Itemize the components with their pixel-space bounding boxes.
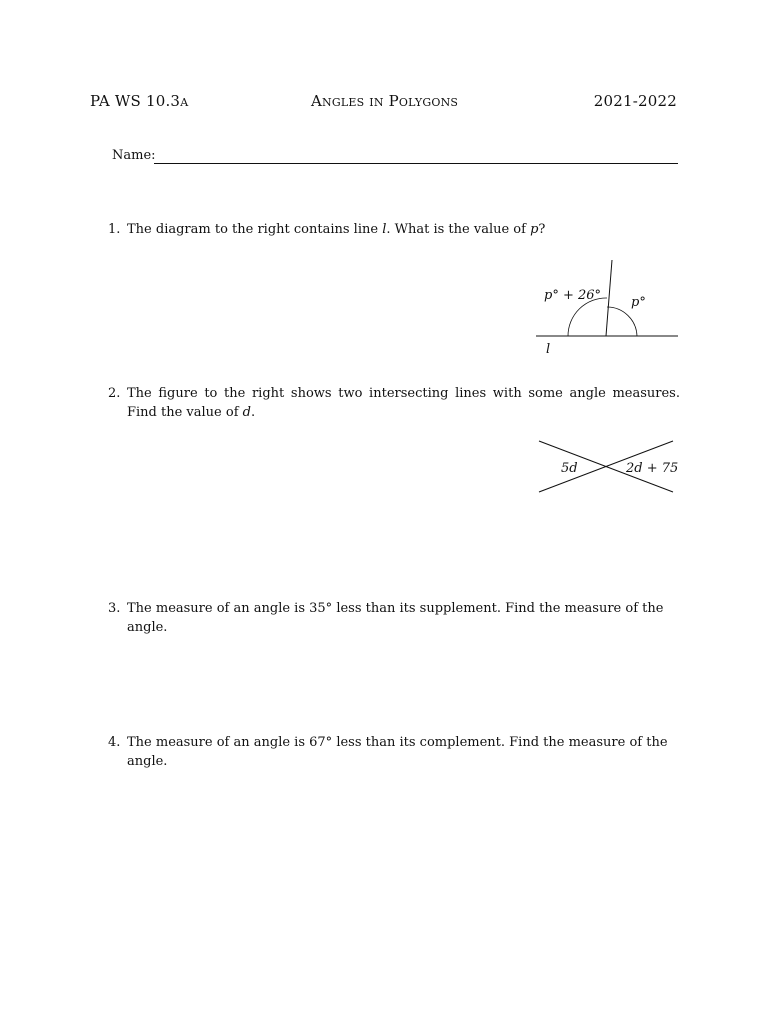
name-underline[interactable] xyxy=(154,163,678,164)
variable-d: d xyxy=(242,405,251,420)
question-1 xyxy=(108,220,680,239)
question-4 xyxy=(108,733,680,771)
school-year: 2021-2022 xyxy=(593,92,677,110)
question-number: 2. xyxy=(108,386,121,401)
question-text xyxy=(127,384,680,422)
text-segment: . xyxy=(250,405,256,420)
name-label: Name: xyxy=(112,148,156,163)
question-number: 1. xyxy=(108,222,121,237)
worksheet-code-prefix: PA WS 10.3 xyxy=(90,92,181,110)
question-text: The measure of an angle is 35° less than its supplement. Find the measure of the angle. xyxy=(127,601,664,635)
worksheet-code-suffix: a xyxy=(180,92,189,110)
text-segment: The diagram to the right contains line xyxy=(127,222,383,237)
angle-label-top: p° + 26° xyxy=(544,288,602,303)
page-title: Angles in Polygons xyxy=(311,92,459,110)
question-3 xyxy=(108,599,680,637)
angle-arc-right xyxy=(607,307,637,336)
variable-p: p xyxy=(530,222,539,237)
question-number: 3. xyxy=(108,601,121,616)
angle-label-left: 5d xyxy=(561,461,578,476)
question-2 xyxy=(108,384,680,422)
intersecting-lines-diagram xyxy=(530,432,680,502)
angle-label-right: p° xyxy=(631,295,646,310)
name-field[interactable] xyxy=(112,148,678,166)
angle-arc-left xyxy=(568,298,607,336)
text-segment: ? xyxy=(538,222,546,237)
line-label: l xyxy=(546,342,551,357)
worksheet-code xyxy=(90,92,188,110)
question-text: The measure of an angle is 67° less than its complement. Find the measure of the angle. xyxy=(127,735,668,769)
text-segment: The figure to the right shows two intersecting lines with some angle measures. Find the value of xyxy=(127,386,680,420)
text-segment: . What is the value of xyxy=(386,222,531,237)
line-l-angle-diagram xyxy=(530,250,680,360)
question-text xyxy=(127,220,680,239)
angle-label-right: 2d + 75 xyxy=(626,461,679,476)
question-number: 4. xyxy=(108,735,121,750)
variable-l: l xyxy=(382,222,387,237)
